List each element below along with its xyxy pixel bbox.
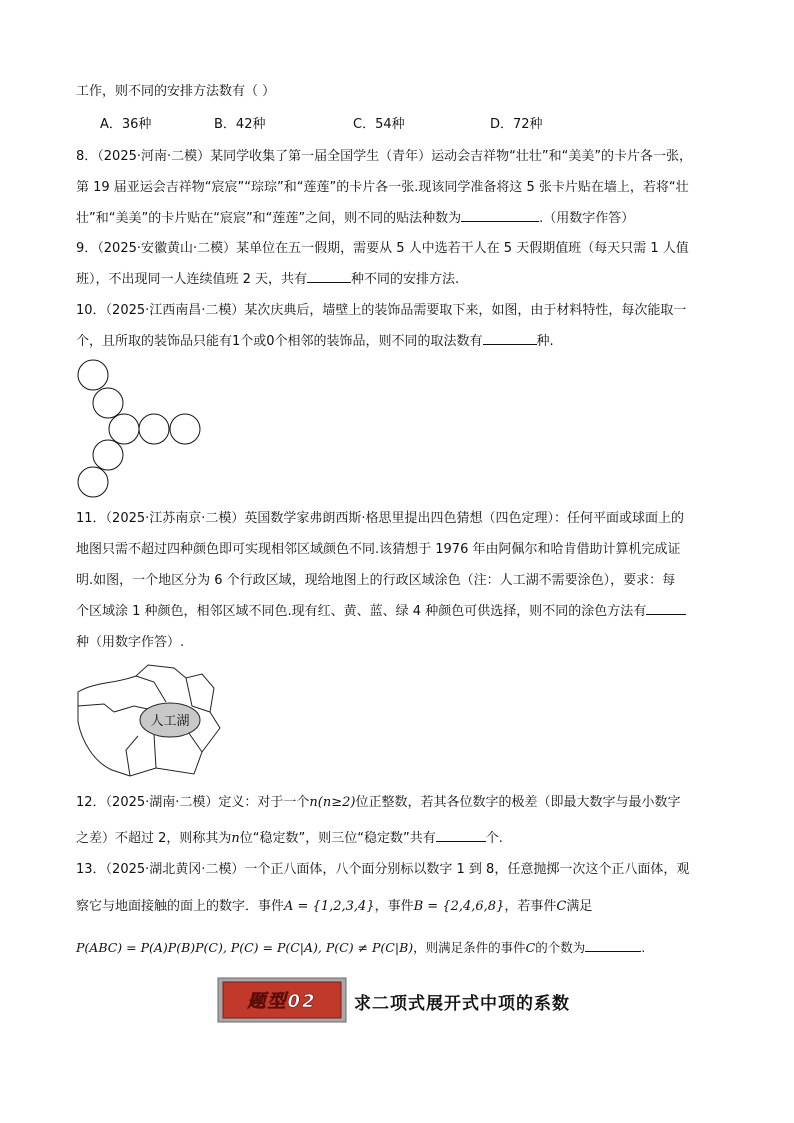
decoration-circle [139,414,169,444]
q8-line3 [76,209,634,229]
q12-line1-text: 12．（2025·湖南·二模）定义：对于一个 [76,795,310,810]
q7-option-a: A．36种 [100,117,152,132]
decoration-circle [170,414,200,444]
q8-line3-tail: .（用数字作答） [539,211,635,226]
q13-line2-mid1: ，事件 [374,899,414,914]
q13-line2 [76,897,592,917]
q12-line2 [76,829,503,849]
q10-line2 [76,332,554,352]
q12-line2-text: 之差）不超过 2，则称其为 [76,831,232,846]
q9-line2-tail: 种不同的安排方法. [351,272,460,287]
q13-event-b: B = {2,4,6,8} [413,899,505,914]
decoration-circle [93,388,123,418]
q12-math-n: n(n≥2) [309,795,356,810]
q13-line3-text: ，则满足条件的事件 [413,940,526,955]
q7-option-c: C．54种 [353,117,405,132]
q8-line3-text: 壮”和“美美”的卡片贴在“宸宸”和“莲莲”之间，则不同的贴法种数为 [76,211,462,226]
q10-line2-text: 个，且所取的装饰品只能有1个或0个相邻的装饰品，则不同的取法数有 [76,334,483,349]
q12-line1 [76,793,680,813]
q12-math-n2: n [231,831,240,846]
q13-line3-mid: 的个数为 [535,940,586,955]
q9-line2 [76,270,459,290]
decoration-circle [109,414,139,444]
q13-event-a: A = {1,2,3,4} [284,899,375,914]
q13-line2-tail: 满足 [566,899,593,914]
q7-tail: 工作，则不同的安排方法数有（ ） [76,84,276,99]
q13-line1: 13．（2025·湖北黄冈·二模）一个正八面体，八个面分别标以数字 1 到 8，任意抛掷一次这个正八面体，观 [76,862,690,877]
q9-line2-text: 班），不出现同一人连续值班 2 天，共有 [76,272,308,287]
q13-line2-mid2: ，若事件 [504,899,557,914]
q11-line3: 明.如图，一个地区分为 6 个行政区域，现给地图上的行政区域涂色（注：人工湖不需要涂色），要求：每 [76,573,676,588]
q12-answer-blank[interactable] [436,829,486,842]
q9-answer-blank[interactable] [307,270,351,283]
q13-line2-text: 察它与地面接触的面上的数字．事件 [76,899,285,914]
q13-condition-formula: P(ABC) = P(A)P(B)P(C), P(C) = P(C|A), P(C) ≠ P(C|B) [76,940,414,955]
lake-label: 人工湖 [150,714,190,729]
q10-answer-blank[interactable] [483,332,537,345]
q7-option-d: D．72种 [490,117,543,132]
q10-line1: 10．（2025·江西南昌·二模）某次庆典后，墙壁上的装饰品需要取下来，如图，由于材料特性，每次能取一 [76,303,687,318]
section-badge-label: 题型02 [247,991,317,1012]
q9-line1: 9．（2025·安徽黄山·二模）某单位在五一假期，需要从 5 人中选若干人在 5 天假期值班（每天只需 1 人值 [76,241,689,256]
decoration-circle [93,440,123,470]
q11-line1: 11．（2025·江苏南京·二模）英国数学家弗朗西斯·格思里提出四色猜想（四色定理）：任何平面或球面上的 [76,511,685,526]
section-badge [217,977,347,1023]
q12-line2-mid: 位“稳定数”，则三位“稳定数”共有 [239,831,436,846]
q13-event-c2: C [525,940,536,955]
decoration-circle [78,360,108,390]
q11-line4 [76,602,686,622]
section-title: 求二项式展开式中项的系数 [354,994,570,1014]
q11-answer-blank[interactable] [646,602,686,615]
q10-decoration-figure [72,358,212,500]
q13-line3-tail: . [641,940,646,955]
q8-line2: 第 19 届亚运会吉祥物“宸宸”“琮琮”和“莲莲”的卡片各一张.现该同学准备将这 5 张卡片贴在墙上，若将“壮 [76,180,689,195]
q11-line5: 种（用数字作答）. [76,635,185,650]
q11-line2: 地图只需不超过四种颜色即可实现相邻区域颜色不同.该猜想于 1976 年由阿佩尔和哈肯借助计算机完成证 [76,542,681,557]
decoration-circle [78,467,108,497]
q12-line2-tail: 个. [485,831,503,846]
q10-line2-tail: 种. [536,334,554,349]
q13-line3 [76,938,645,958]
q13-event-c: C [556,899,567,914]
q7-option-b: B．42种 [214,117,266,132]
q11-map-figure [74,662,226,780]
q13-answer-blank[interactable] [585,939,641,952]
q12-line1-tail: 位正整数，若其各位数字的极差（即最大数字与最小数字 [355,795,681,810]
q8-answer-blank[interactable] [461,209,539,222]
q11-line4-text: 个区域涂 1 种颜色，相邻区域不同色.现有红、黄、蓝、绿 4 种颜色可供选择，则不同的涂色方法有 [76,604,647,619]
q8-line1: 8．（2025·河南·二模）某同学收集了第一届全国学生（青年）运动会吉祥物“壮壮”和“美美”的卡片各一张， [76,149,693,164]
